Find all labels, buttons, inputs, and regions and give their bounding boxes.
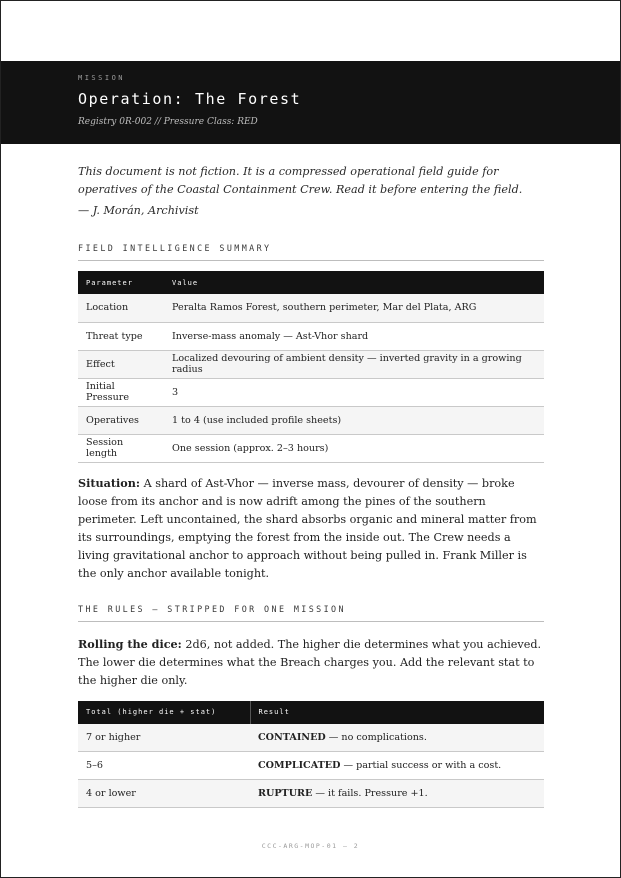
table-row <box>78 752 544 780</box>
param-cell: Effect <box>78 350 164 378</box>
result-description: — partial success or with a cost. <box>340 760 502 771</box>
total-cell: 7 or higher <box>78 724 250 752</box>
table-row <box>78 434 544 462</box>
param-cell: Initial Pressure <box>78 378 164 406</box>
column-header-value: Value <box>164 271 544 294</box>
mission-title: Operation: The Forest <box>78 90 302 108</box>
situation-paragraph <box>78 474 544 583</box>
dice-paragraph <box>78 635 544 690</box>
rules-table <box>78 701 544 809</box>
table-row <box>78 780 544 808</box>
table-row <box>78 724 544 752</box>
field-intel-table <box>78 271 544 463</box>
total-cell: 4 or lower <box>78 780 250 808</box>
header-kicker: MISSION <box>78 74 126 82</box>
result-keyword: COMPLICATED <box>258 760 341 771</box>
value-cell: Peralta Ramos Forest, southern perimeter, Mar del Plata, ARG <box>164 294 544 322</box>
result-keyword: CONTAINED <box>258 731 326 743</box>
rules-header-row <box>78 701 544 724</box>
dice-label: Rolling the dice: <box>78 636 182 651</box>
result-cell <box>250 724 544 752</box>
field-intel-heading: FIELD INTELLIGENCE SUMMARY <box>78 243 544 261</box>
total-cell: 5–6 <box>78 752 250 780</box>
situation-text: A shard of Ast-Vhor — inverse mass, devourer of density — broke loose from its anchor and is now adrift among the pines of the southern perimeter. Left uncontained, the shard absorbs organic and mineral matter from its surroundings, emptying the forest from the inside out. The Crew needs a living gravitational anchor to approach without being pulled in. Frank Miller is the only anchor available tonight. <box>78 476 537 580</box>
table-row <box>78 294 544 322</box>
table-row <box>78 350 544 378</box>
column-header-result: Result <box>250 701 544 724</box>
value-cell: 1 to 4 (use included profile sheets) <box>164 406 544 434</box>
field-intel-header-row <box>78 271 544 294</box>
result-description: — it fails. Pressure +1. <box>312 788 428 799</box>
mission-header <box>1 61 620 144</box>
situation-label: Situation: <box>78 475 141 490</box>
table-row <box>78 322 544 350</box>
mission-subtitle: Registry 0R-002 // Pressure Class: RED <box>78 117 258 127</box>
param-cell: Threat type <box>78 322 164 350</box>
column-header-parameter: Parameter <box>78 271 164 294</box>
param-cell: Session length <box>78 434 164 462</box>
result-description: — no complications. <box>325 731 427 743</box>
intro-signature: — J. Morán, Archivist <box>78 204 199 217</box>
result-keyword: RUPTURE <box>258 788 313 799</box>
table-row <box>78 406 544 434</box>
value-cell: One session (approx. 2–3 hours) <box>164 434 544 462</box>
column-header-total: Total (higher die + stat) <box>78 701 250 724</box>
param-cell: Location <box>78 294 164 322</box>
document-body <box>78 163 544 808</box>
intro-text: This document is not fiction. It is a compressed operational field guide for operatives of the Coastal Containment Crew. Read it before entering the field. <box>78 165 523 196</box>
result-cell <box>250 752 544 780</box>
param-cell: Operatives <box>78 406 164 434</box>
result-cell <box>250 780 544 808</box>
value-cell: Localized devouring of ambient density — inverted gravity in a growing radius <box>164 350 544 378</box>
table-row <box>78 378 544 406</box>
value-cell: 3 <box>164 378 544 406</box>
value-cell: Inverse-mass anomaly — Ast-Vhor shard <box>164 322 544 350</box>
rules-heading: THE RULES — STRIPPED FOR ONE MISSION <box>78 604 544 622</box>
page-footer: CCC-ARG-MOP-01 — 2 <box>261 842 360 850</box>
dice-text: 2d6, not added. The higher die determines what you achieved. The lower die determines what the Breach charges you. Add the relevant stat to the higher die only. <box>78 637 542 687</box>
